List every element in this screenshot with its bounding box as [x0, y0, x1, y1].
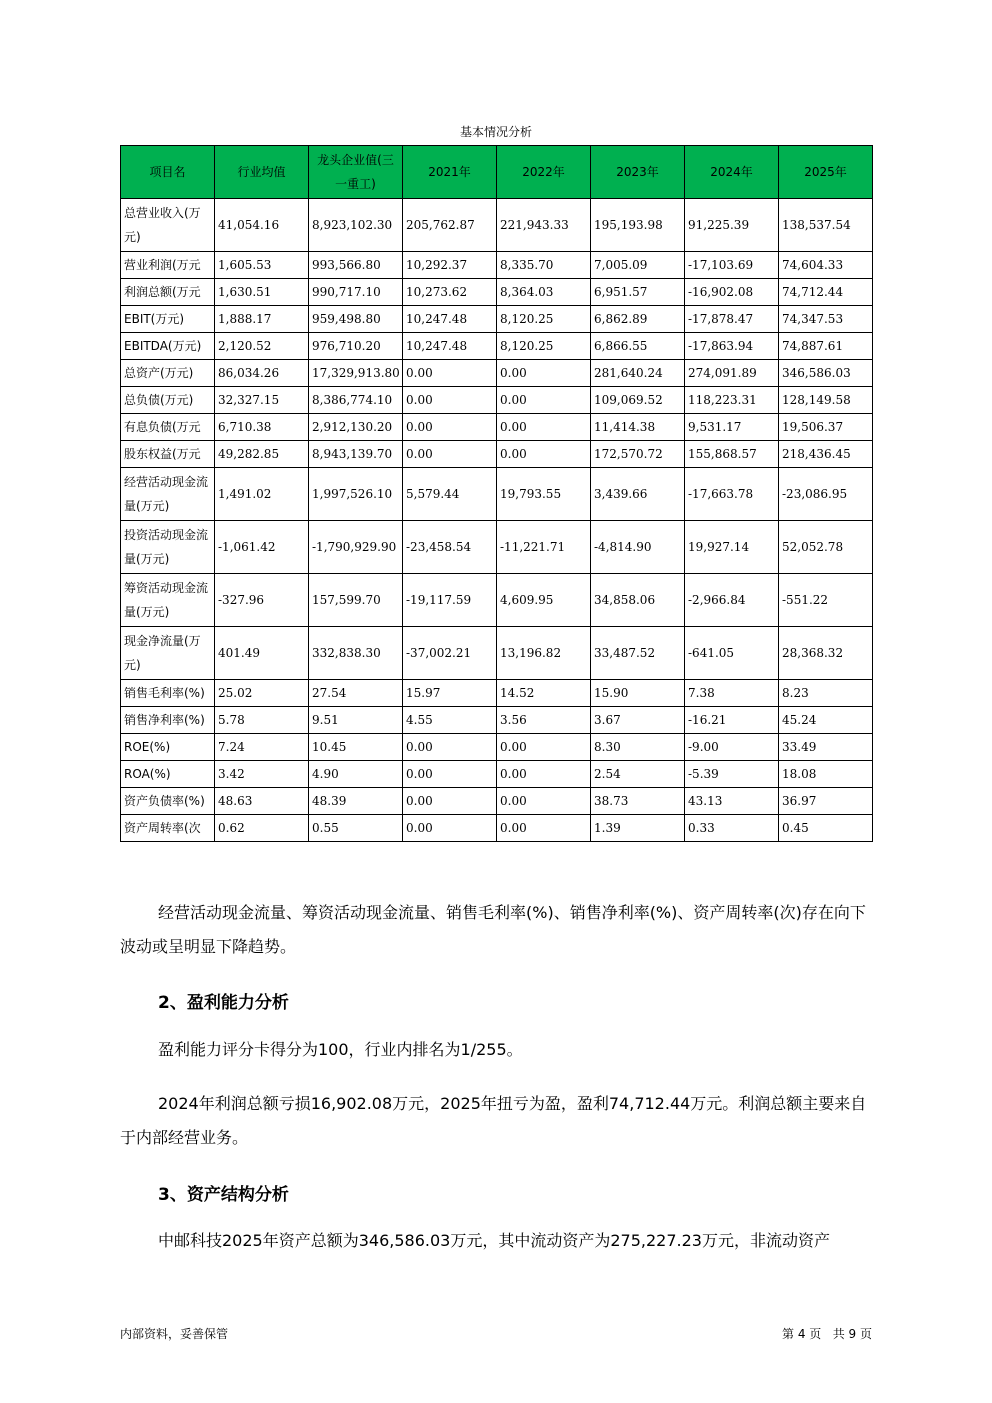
value-cell: -17,663.78 [685, 468, 779, 521]
value-cell: 8.30 [591, 734, 685, 761]
value-cell: 4,609.95 [497, 574, 591, 627]
value-cell: 0.00 [497, 441, 591, 468]
value-cell: 9,531.17 [685, 414, 779, 441]
value-cell: 0.62 [215, 815, 309, 842]
value-cell: 0.00 [497, 815, 591, 842]
value-cell: 14.52 [497, 680, 591, 707]
value-cell: 0.00 [403, 761, 497, 788]
value-cell: 15.97 [403, 680, 497, 707]
value-cell: 3,439.66 [591, 468, 685, 521]
value-cell: 8,120.25 [497, 306, 591, 333]
table-row [121, 306, 873, 333]
value-cell: 41,054.16 [215, 199, 309, 252]
row-label: 销售毛利率(%) [121, 680, 215, 707]
row-label: 筹资活动现金流量(万元) [121, 574, 215, 627]
table-row [121, 441, 873, 468]
value-cell: 36.97 [779, 788, 873, 815]
value-cell: -37,002.21 [403, 627, 497, 680]
value-cell: 52,052.78 [779, 521, 873, 574]
summary-paragraph: 经营活动现金流量、筹资活动现金流量、销售毛利率(%)、销售净利率(%)、资产周转率(次)存在向下波动或呈明显下降趋势。 [120, 903, 866, 956]
value-cell: 0.00 [403, 441, 497, 468]
value-cell: 19,793.55 [497, 468, 591, 521]
row-label: 总负债(万元) [121, 387, 215, 414]
header-cell: 2025年 [779, 146, 873, 199]
row-label: 投资活动现金流量(万元) [121, 521, 215, 574]
value-cell: -1,061.42 [215, 521, 309, 574]
value-cell: 11,414.38 [591, 414, 685, 441]
row-label: 现金净流量(万元) [121, 627, 215, 680]
value-cell: 8,335.70 [497, 252, 591, 279]
value-cell: 91,225.39 [685, 199, 779, 252]
table-row [121, 333, 873, 360]
value-cell: 18.08 [779, 761, 873, 788]
value-cell: -19,117.59 [403, 574, 497, 627]
table-row [121, 387, 873, 414]
value-cell: 0.00 [497, 387, 591, 414]
value-cell: -551.22 [779, 574, 873, 627]
value-cell: 218,436.45 [779, 441, 873, 468]
row-label: 资产负债率(%) [121, 788, 215, 815]
value-cell: 19,927.14 [685, 521, 779, 574]
value-cell: 3.67 [591, 707, 685, 734]
value-cell: -5.39 [685, 761, 779, 788]
value-cell: 993,566.80 [309, 252, 403, 279]
value-cell: -9.00 [685, 734, 779, 761]
value-cell: 74,347.53 [779, 306, 873, 333]
row-label: ROE(%) [121, 734, 215, 761]
value-cell: -23,458.54 [403, 521, 497, 574]
value-cell: 3.42 [215, 761, 309, 788]
row-label: 总资产(万元) [121, 360, 215, 387]
table-row [121, 627, 873, 680]
value-cell: 401.49 [215, 627, 309, 680]
value-cell: 959,498.80 [309, 306, 403, 333]
value-cell: 1,605.53 [215, 252, 309, 279]
section-3-heading: 3、资产结构分析 [158, 1185, 289, 1205]
table-caption: 基本情况分析 [459, 125, 532, 139]
value-cell: 5,579.44 [403, 468, 497, 521]
header-cell: 2023年 [591, 146, 685, 199]
table-row [121, 521, 873, 574]
value-cell: -327.96 [215, 574, 309, 627]
value-cell: 10.45 [309, 734, 403, 761]
value-cell: -16.21 [685, 707, 779, 734]
value-cell: 0.00 [497, 414, 591, 441]
value-cell: -16,902.08 [685, 279, 779, 306]
value-cell: 0.00 [403, 815, 497, 842]
value-cell: 10,273.62 [403, 279, 497, 306]
section-2-heading: 2、盈利能力分析 [158, 993, 289, 1013]
table-header-row [121, 146, 873, 199]
value-cell: 0.00 [403, 360, 497, 387]
value-cell: 33.49 [779, 734, 873, 761]
section-3-paragraph: 中邮科技2025年资产总额为346,586.03万元，其中流动资产为275,227.23万元，非流动资产 [158, 1231, 830, 1250]
value-cell: 13,196.82 [497, 627, 591, 680]
value-cell: 3.56 [497, 707, 591, 734]
row-label: EBIT(万元) [121, 306, 215, 333]
row-label: 资产周转率(次 [121, 815, 215, 842]
value-cell: 8,943,139.70 [309, 441, 403, 468]
table-row [121, 815, 873, 842]
value-cell: 7,005.09 [591, 252, 685, 279]
row-label: 股东权益(万元 [121, 441, 215, 468]
section-2-profit-paragraph: 2024年利润总额亏损16,902.08万元，2025年扭亏为盈，盈利74,712.44万元。利润总额主要来自于内部经营业务。 [120, 1094, 867, 1147]
footer-page-number: 第 4 页 共 9 页 [782, 1327, 872, 1341]
value-cell: -11,221.71 [497, 521, 591, 574]
value-cell: 19,506.37 [779, 414, 873, 441]
value-cell: -23,086.95 [779, 468, 873, 521]
value-cell: 155,868.57 [685, 441, 779, 468]
value-cell: 48.39 [309, 788, 403, 815]
value-cell: 8,364.03 [497, 279, 591, 306]
table-row [121, 734, 873, 761]
value-cell: 128,149.58 [779, 387, 873, 414]
row-label: 营业利润(万元 [121, 252, 215, 279]
basic-analysis-table [120, 145, 873, 842]
value-cell: 17,329,913.80 [309, 360, 403, 387]
table-row [121, 279, 873, 306]
value-cell: 2,120.52 [215, 333, 309, 360]
table-row [121, 252, 873, 279]
value-cell: 4.90 [309, 761, 403, 788]
header-cell: 2021年 [403, 146, 497, 199]
value-cell: 0.00 [403, 734, 497, 761]
table-row [121, 761, 873, 788]
value-cell: 7.24 [215, 734, 309, 761]
row-label: ROA(%) [121, 761, 215, 788]
value-cell: 2,912,130.20 [309, 414, 403, 441]
value-cell: 9.51 [309, 707, 403, 734]
row-label: 有息负债(万元 [121, 414, 215, 441]
value-cell: 172,570.72 [591, 441, 685, 468]
value-cell: 0.00 [497, 734, 591, 761]
value-cell: 0.00 [497, 761, 591, 788]
value-cell: 10,247.48 [403, 306, 497, 333]
row-label: 经营活动现金流量(万元) [121, 468, 215, 521]
header-cell: 行业均值 [215, 146, 309, 199]
value-cell: 8,923,102.30 [309, 199, 403, 252]
value-cell: 8.23 [779, 680, 873, 707]
value-cell: 45.24 [779, 707, 873, 734]
value-cell: 38.73 [591, 788, 685, 815]
value-cell: 195,193.98 [591, 199, 685, 252]
value-cell: -4,814.90 [591, 521, 685, 574]
header-cell: 龙头企业值(三一重工) [309, 146, 403, 199]
value-cell: 48.63 [215, 788, 309, 815]
value-cell: 10,247.48 [403, 333, 497, 360]
footer-confidential-note: 内部资料，妥善保管 [120, 1327, 229, 1341]
value-cell: 43.13 [685, 788, 779, 815]
table-row [121, 574, 873, 627]
value-cell: 7.38 [685, 680, 779, 707]
value-cell: 221,943.33 [497, 199, 591, 252]
table-row [121, 199, 873, 252]
value-cell: 0.00 [403, 788, 497, 815]
value-cell: 1,997,526.10 [309, 468, 403, 521]
value-cell: -17,863.94 [685, 333, 779, 360]
value-cell: 6,951.57 [591, 279, 685, 306]
value-cell: 109,069.52 [591, 387, 685, 414]
row-label: 销售净利率(%) [121, 707, 215, 734]
value-cell: 1,630.51 [215, 279, 309, 306]
value-cell: 332,838.30 [309, 627, 403, 680]
value-cell: 6,862.89 [591, 306, 685, 333]
value-cell: 25.02 [215, 680, 309, 707]
section-2-score-paragraph: 盈利能力评分卡得分为100，行业内排名为1/255。 [158, 1040, 523, 1059]
value-cell: 74,712.44 [779, 279, 873, 306]
value-cell: -17,878.47 [685, 306, 779, 333]
header-cell: 2024年 [685, 146, 779, 199]
value-cell: 4.55 [403, 707, 497, 734]
value-cell: 74,887.61 [779, 333, 873, 360]
table-row [121, 360, 873, 387]
value-cell: 33,487.52 [591, 627, 685, 680]
value-cell: 0.00 [497, 788, 591, 815]
value-cell: 74,604.33 [779, 252, 873, 279]
value-cell: 1,491.02 [215, 468, 309, 521]
value-cell: 138,537.54 [779, 199, 873, 252]
value-cell: -641.05 [685, 627, 779, 680]
value-cell: 86,034.26 [215, 360, 309, 387]
value-cell: 0.45 [779, 815, 873, 842]
table-row [121, 680, 873, 707]
value-cell: 8,386,774.10 [309, 387, 403, 414]
value-cell: 346,586.03 [779, 360, 873, 387]
table-row [121, 707, 873, 734]
value-cell: -2,966.84 [685, 574, 779, 627]
value-cell: 976,710.20 [309, 333, 403, 360]
value-cell: 990,717.10 [309, 279, 403, 306]
row-label: 利润总额(万元 [121, 279, 215, 306]
value-cell: 49,282.85 [215, 441, 309, 468]
value-cell: 118,223.31 [685, 387, 779, 414]
table-row [121, 788, 873, 815]
row-label: EBITDA(万元) [121, 333, 215, 360]
value-cell: 27.54 [309, 680, 403, 707]
value-cell: -17,103.69 [685, 252, 779, 279]
value-cell: 1,888.17 [215, 306, 309, 333]
value-cell: 0.00 [403, 414, 497, 441]
table-row [121, 468, 873, 521]
value-cell: 34,858.06 [591, 574, 685, 627]
value-cell: 0.33 [685, 815, 779, 842]
value-cell: -1,790,929.90 [309, 521, 403, 574]
value-cell: 0.00 [497, 360, 591, 387]
value-cell: 32,327.15 [215, 387, 309, 414]
value-cell: 2.54 [591, 761, 685, 788]
value-cell: 15.90 [591, 680, 685, 707]
row-label: 总营业收入(万元) [121, 199, 215, 252]
value-cell: 6,866.55 [591, 333, 685, 360]
table-row [121, 414, 873, 441]
value-cell: 0.55 [309, 815, 403, 842]
value-cell: 157,599.70 [309, 574, 403, 627]
value-cell: 274,091.89 [685, 360, 779, 387]
header-cell: 2022年 [497, 146, 591, 199]
value-cell: 205,762.87 [403, 199, 497, 252]
value-cell: 0.00 [403, 387, 497, 414]
value-cell: 8,120.25 [497, 333, 591, 360]
value-cell: 10,292.37 [403, 252, 497, 279]
value-cell: 6,710.38 [215, 414, 309, 441]
value-cell: 5.78 [215, 707, 309, 734]
value-cell: 281,640.24 [591, 360, 685, 387]
value-cell: 1.39 [591, 815, 685, 842]
value-cell: 28,368.32 [779, 627, 873, 680]
header-cell: 项目名 [121, 146, 215, 199]
